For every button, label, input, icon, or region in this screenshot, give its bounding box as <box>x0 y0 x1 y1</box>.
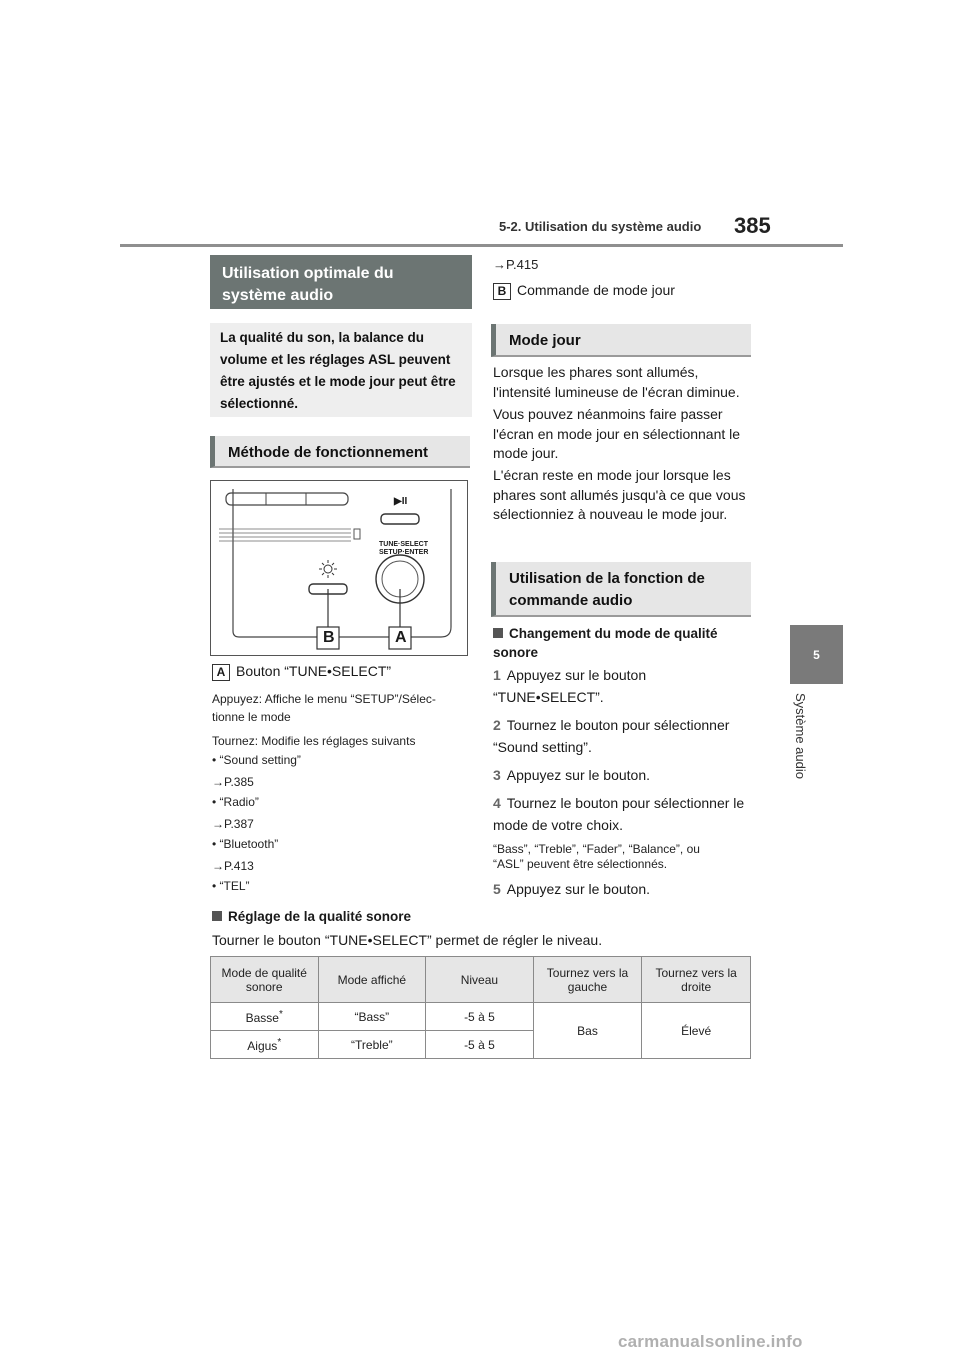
table-header-cell: Mode de qualité sonore <box>211 957 319 1003</box>
subheading-sound-quality: Réglage de la qualité sonore <box>212 909 411 924</box>
table-cell-left: Bas <box>533 1003 642 1059</box>
option-radio: • “Radio” <box>212 795 259 809</box>
option-radio-ref[interactable]: →P.387 <box>212 817 254 831</box>
step-4-note: “Bass”, “Treble”, “Fader”, “Balance”, ou “ASL” peuvent être sélectionnés. <box>493 842 700 871</box>
subheading-quality-mode-change: Changement du mode de qualité sonore <box>493 626 718 660</box>
section-title: 5-2. Utilisation du système audio <box>499 219 702 234</box>
turn-description: Tournez: Modifie les réglages suivants <box>212 734 416 748</box>
item-b-label: B <box>493 283 511 300</box>
callout-a: A <box>395 629 407 646</box>
step-5: 5 Appuyez sur le bouton. <box>493 881 651 897</box>
step-1: 1 Appuyez sur le bouton “TUNE•SELECT”. <box>493 667 647 705</box>
table-header-cell: Tournez vers la gauche <box>533 957 642 1003</box>
table-header-cell: Mode affiché <box>318 957 426 1003</box>
play-pause-icon: ▶II <box>394 496 408 507</box>
table-cell-level: -5 à 5 <box>426 1031 534 1059</box>
page-number: 385 <box>734 213 771 238</box>
item-a-label: A <box>212 664 230 681</box>
chapter-tab-label: Système audio <box>793 693 808 779</box>
day-mode-paragraph-3: L'écran reste en mode jour lorsque les phares sont allumés jusqu'à ce que vous sélectionniez à nouveau le mode jour. <box>493 467 746 522</box>
option-sound-setting: • “Sound setting” <box>212 753 301 767</box>
table-cell-display: “Bass” <box>318 1003 426 1031</box>
sound-quality-intro: Tourner le bouton “TUNE•SELECT” permet de régler le niveau. <box>212 932 603 948</box>
callout-b: B <box>323 629 335 646</box>
knob-label-tune-select: TUNE·SELECT <box>379 541 428 548</box>
item-b-title: Commande de mode jour <box>517 282 675 298</box>
section-summary: La qualité du son, la balance du volume et les réglages ASL peuvent être ajustés et le mode jour peut être sélectionné. <box>210 323 472 417</box>
table-header-cell: Tournez vers la droite <box>642 957 751 1003</box>
table-cell-display: “Treble” <box>318 1031 426 1059</box>
header-divider <box>120 244 843 247</box>
option-bluetooth: • “Bluetooth” <box>212 837 279 851</box>
knob-label-setup-enter: SETUP·ENTER <box>379 549 429 556</box>
option-tel-ref[interactable]: →P.415 <box>493 257 539 272</box>
option-sound-setting-ref[interactable]: →P.385 <box>212 775 254 789</box>
square-bullet-icon <box>212 911 222 921</box>
step-4: 4 Tournez le bouton pour sélectionner le mode de votre choix. <box>493 795 745 833</box>
option-tel: • “TEL” <box>212 879 250 893</box>
day-mode-paragraph-2: Vous pouvez néanmoins faire passer l'écran en mode jour en sélectionnant le mode jour. <box>493 406 741 461</box>
section-heading-optimal-audio: Utilisation optimale du système audio <box>210 255 472 309</box>
square-bullet-icon <box>493 628 503 638</box>
control-panel-illustration <box>210 480 468 656</box>
option-bluetooth-ref[interactable]: →P.413 <box>212 859 254 873</box>
press-description-1: Appuyez: Affiche le menu “SETUP”/Sélec- <box>212 692 436 706</box>
table-cell-right: Élevé <box>642 1003 751 1059</box>
heading-audio-control: Utilisation de la fonction de commande audio <box>491 562 751 617</box>
item-a-title: Bouton “TUNE•SELECT” <box>236 663 392 679</box>
press-description-2: tionne le mode <box>212 710 291 724</box>
item-b <box>493 281 675 301</box>
table-row <box>211 1003 751 1031</box>
day-mode-paragraph-1: Lorsque les phares sont allumés, l'intensité lumineuse de l'écran diminue. <box>493 364 740 400</box>
table-cell-level: -5 à 5 <box>426 1003 534 1031</box>
chapter-tab[interactable] <box>790 625 843 684</box>
step-2: 2 Tournez le bouton pour sélectionner “Sound setting”. <box>493 717 730 755</box>
watermark-link[interactable]: carmanualsonline.info <box>618 1332 803 1351</box>
control-panel-drawing <box>211 481 467 655</box>
step-3: 3 Appuyez sur le bouton. <box>493 767 651 783</box>
table-header-cell: Niveau <box>426 957 534 1003</box>
heading-day-mode: Mode jour <box>491 324 751 357</box>
heading-method: Méthode de fonctionnement <box>210 436 470 468</box>
table-cell-mode: Aigus* <box>211 1031 319 1059</box>
item-a <box>212 662 391 682</box>
table-cell-mode: Basse* <box>211 1003 319 1031</box>
sound-quality-table <box>210 956 751 1059</box>
chapter-number: 5 <box>813 647 820 662</box>
sun-icon <box>319 560 337 578</box>
